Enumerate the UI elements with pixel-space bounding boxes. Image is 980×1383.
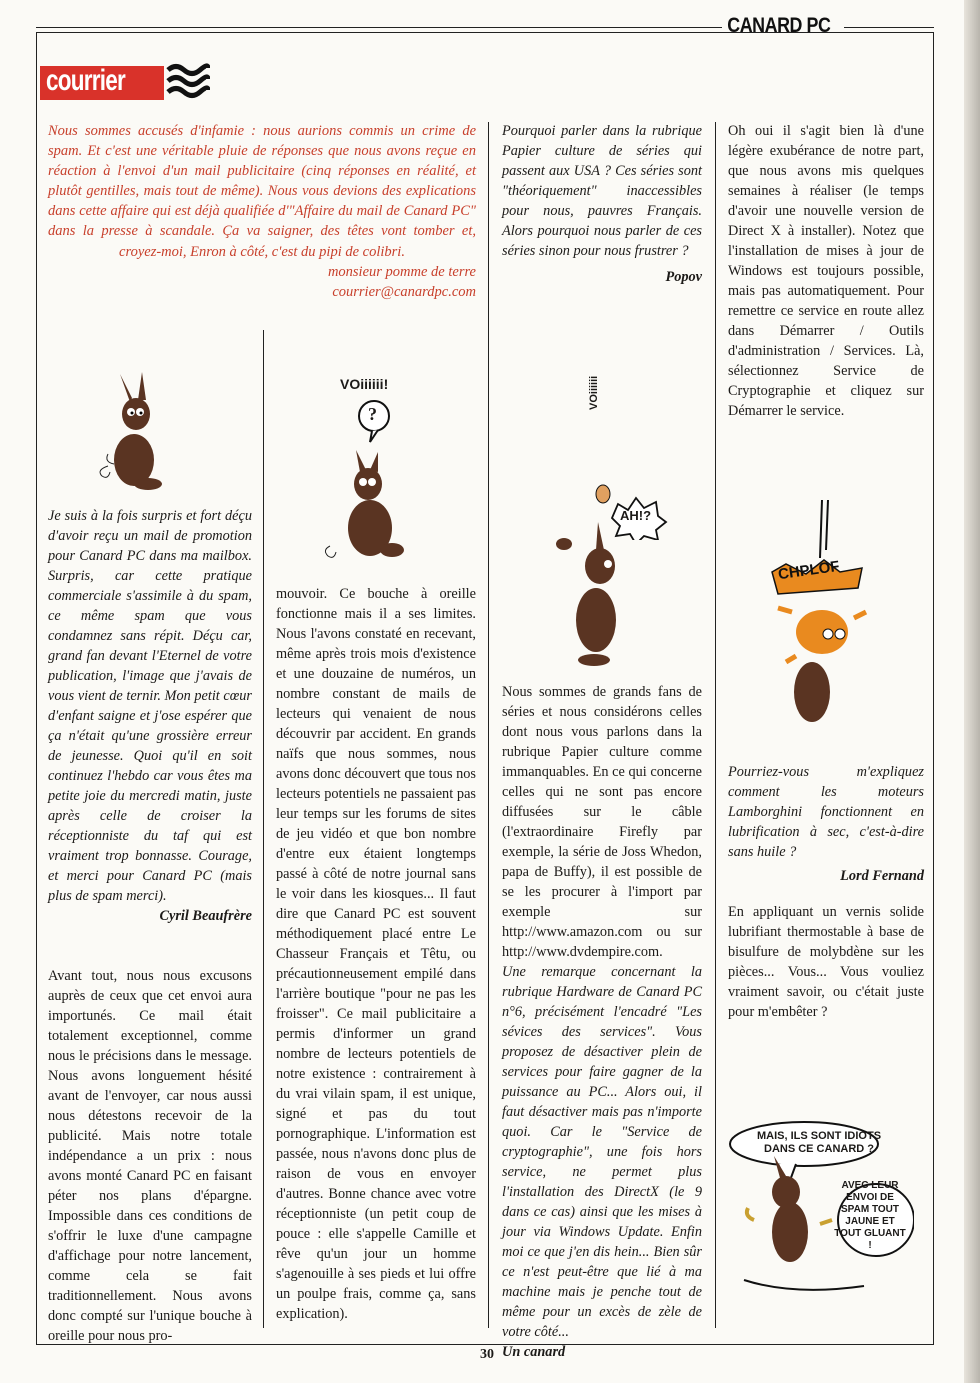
rabbit-illustration [554, 520, 634, 670]
section-label: courrier [46, 64, 126, 97]
waves-icon [166, 62, 210, 102]
intro-signature: monsieur pomme de terre [327, 263, 476, 280]
intro-email: courrier@canardpc.com [332, 283, 476, 300]
rabbit-illustration [322, 450, 418, 570]
column-4-top [728, 121, 924, 421]
column-1-reply [48, 966, 252, 1346]
reply-text: Oh oui il s'agit bien là d'une légère exubérance de notre part, que nous avons mis quelques semaines à réaliser (le temps d'avoir une nouvelle version de Direct X à installer). Notez que l'installation de mises à jour de Windows est toujours possible, mais pas automatiquement. Pour remettre ce service en route allez dans Démarrer / Outils d'administration / Services. Là, sélectionnez Service de Cryptographie et cliquez sur Démarrer le service. [728, 123, 924, 419]
page-number: 30 [480, 1347, 494, 1362]
header-rule-right [844, 27, 934, 28]
letter-signature: Cyril Beaufrère [159, 908, 252, 924]
reply-text: Avant tout, nous nous excusons auprès de ceux que cet envoi aura importunés. Ce mail était totalement exceptionnel, comme nous le précisions dans le message. Nous avons longuement hésité avant de l'envoyer, car nous aussi nous détestons recevoir de la publicité. Mais notre totale indépendance a un prix : nous avons monté Canard PC en faisant péter nos plans d'épargne. Impossible dans ces conditions de s'offrir le luxe d'une campagne d'affichage pour notre lancement, comme cela se fait traditionnellement. Nous avons donc compté sur l'unique bouche à oreille pour nous pro- [48, 968, 252, 1344]
speech-text-1: MAIS, ILS SONT IDIOTS DANS CE CANARD ? [756, 1130, 882, 1155]
column-divider [715, 122, 716, 1328]
splat-text: CHPLOF [777, 557, 841, 584]
bubble-voiii: VOiiiiii! [340, 376, 389, 392]
letter-text: Pourquoi parler dans la rubrique Papier culture de séries qui passent aux USA ? Ces séries sont "théoriquement" inaccessibles pour nous, pauvres Français. Alors pourquoi nous parler de ces séries sinon pour nous frustrer ? [502, 123, 702, 259]
column-3-top [502, 121, 702, 287]
column-3-reply [502, 682, 702, 962]
letter-signature: Un canard [502, 1344, 566, 1360]
intro-text: Nous sommes accusés d'infamie : nous aurions commis un crime de spam. Et c'est une véritable pluie de réponses que nous avons reçue en réaction à l'envoi d'un mail publicitaire (cinq réponses en réalité, et plutôt gentilles, mais tout de même). Nous vous devions des explications dans cette affaire qui est déjà qualifiée d'"Affaire du mail de Canard PC" dans la presse à scandale. Ça va saigner, des têtes vont tomber et, croyez-moi, Enron à côté, c'est du pipi de colibri. [48, 123, 476, 260]
speech-text-2: AVEC LEUR ENVOI DE SPAM TOUT JAUNE ET TOUT GLUANT ! [834, 1180, 906, 1251]
bubble-voiii-vertical: VOiiiiii [588, 375, 600, 410]
page-edge [964, 0, 980, 1383]
column-3-letter2 [502, 962, 702, 1362]
ah-text: AH!? [620, 508, 652, 523]
letter-signature: Popov [665, 269, 702, 285]
motion-lines-icon [818, 500, 832, 560]
reply-text: En appliquant un vernis solide lubrifiant thermostable à base de bisulfure de molybdène sur les pièces... Vous... Vous vouliez vraiment savoir, ou c'était juste pour m'embêter ? [728, 904, 924, 1020]
rabbit-illustration [86, 368, 196, 498]
column-divider [263, 330, 264, 1328]
question-mark: ? [368, 404, 377, 424]
column-2 [276, 584, 476, 1324]
brand-logo: CANARD PC [726, 14, 830, 37]
letter-text: Une remarque concernant la rubrique Hardware de Canard PC n°6, précisément l'encadré "Les sévices des services". Vous proposez de désactiver plein de services pour faire gagner de la puissance au PC... Alors oui, il faut désactiver mais pas n'importe quoi. Car le "Service de cryptographie", une fois hors service, ne permet plus l'installation des DirectX (le 9 dans ce cas) ainsi que les mises à jour via Windows Update. Enfin moi ce que j'en dis hein... Bien sûr ce n'est peut-être que lié à ma machine mais je penche tout de même pour un excès de zèle de votre côté... [502, 964, 702, 1340]
header-rule-left [36, 27, 722, 28]
intro-block [48, 121, 476, 302]
letter-signature: Lord Fernand [840, 868, 924, 884]
column-4-letter [728, 762, 924, 886]
column-divider [488, 122, 489, 1328]
column-1 [48, 506, 252, 926]
letter-text: Je suis à la fois surpris et fort déçu d'avoir reçu un mail de promotion pour Canard PC dans ma mailbox. Surpris, car cette pratique commerciale s'assimile à du spam, ce même spam que vous condamnez sans répit. Déçu car, grand fan devant l'Eternel de votre publication, l'image que j'avais de vous vient de ternir. Mon petit cœur d'enfant saigne et j'ose espérer que ça n'était qu'une grossière erreur de jeunesse. Quoi qu'il en soit continuez l'hebdo car vous êtes ma petite joie du mercredi matin, juste après celle de croiser la réceptionniste du taf qui est vraiment trop bonnasse. Courage, et merci pour Canard PC (mais plus de spam merci). [48, 508, 252, 904]
letter-text: Pourriez-vous m'expliquez comment les moteurs Lamborghini fonctionnent en lubrification à sec, c'est-à-dire sans huile ? [728, 764, 924, 860]
column-4-reply2 [728, 902, 924, 1022]
reply-text: mouvoir. Ce bouche à oreille fonctionne mais il a ses limites. Nous l'avons constaté en recevant, même après trois mois d'existence et une douzaine de numéros, un nombre constant de mails de lecteurs qui venaient de nous découvrir par accident. En grands naïfs que nous sommes, nous avons donc découvert que tous nos lecteurs potentiels ne passaient pas leur temps sur les forums de sites de jeu vidéo et que bon nombre d'entre eux étaient longtemps passé à côté de notre journal sans le voir dans les kiosques... Il faut dire que Canard PC est souvent méthodiquement placé entre Le Chasseur Français et Têtu, ou précautionneusement empilé dans l'arrière boutique "pour ne pas les froisser". Ce mail publicitaire a permis d'informer un grand nombre de lecteurs potentiels de notre existence : contrairement à du vrai vilain spam, il est unique, signé et pas du tout pornographique. L'information est passée, nous n'avons donc plus de raison de vous en envoyer d'autres. Bonne chance avec votre réceptionniste (un petit coup de pouce : elle s'appelle Camille et rêve qu'un jour un homme s'agenouille à ses pieds et lui offre un poulpe frais, comme ça, sans explication). [276, 586, 476, 1322]
section-tag [40, 66, 164, 100]
reply-text: Nous sommes de grands fans de séries et nous considérons celles dont nous vous parlons dans la rubrique Papier culture comme immanquables. En ce qui concerne celles qui ne sont pas encore diffusées sur le câble (l'extraordinaire Firefly par exemple, la série de Joss Whedon, papa de Buffy), il est possible de se les procurer à l'import par exemple sur http://www.amazon.com ou sur http://www.dvdempire.com. [502, 684, 702, 960]
